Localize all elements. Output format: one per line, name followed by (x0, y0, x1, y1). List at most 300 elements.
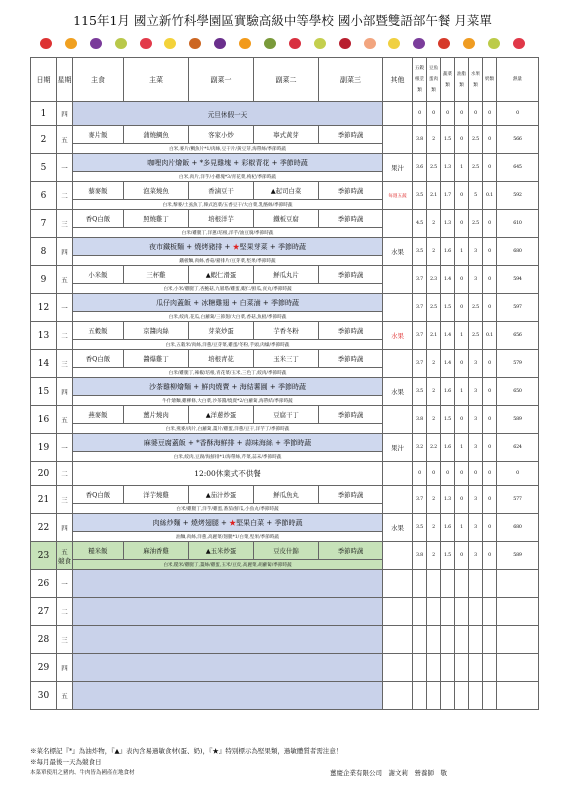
nutrition-value (427, 598, 441, 626)
day-number: 30 (31, 682, 57, 710)
dish-s3: 季節時蔬 (319, 126, 383, 144)
fruit-decoration (40, 38, 525, 50)
day-number: 8 (31, 238, 57, 266)
weekday (57, 626, 73, 654)
nutrition-value (483, 626, 497, 654)
nutrition-value (441, 598, 455, 626)
other-item (383, 126, 413, 154)
nutrition-value: 2.1 (427, 182, 441, 210)
nutrition-value: 3.5 (413, 514, 427, 542)
nutrition-value: 2.5 (469, 126, 483, 154)
weekday (57, 514, 73, 542)
ingredient-list: 白米/雞腿丁,洋蔥/培根,洋芋/油豆腐/季節時蔬 (73, 228, 383, 238)
other-item: 每週五蔬 (383, 182, 413, 210)
nutrition-value (441, 626, 455, 654)
menu-row (31, 570, 539, 598)
weekday-label: 三 (61, 220, 68, 228)
nutrition-value: 0 (497, 102, 539, 126)
dish-s1: 培根青花 (189, 350, 254, 368)
orange-icon (65, 38, 77, 49)
day-number: 27 (31, 598, 57, 626)
weekday-label: 三 (61, 360, 68, 368)
nutrition-value: 0 (427, 102, 441, 126)
menu-row (31, 406, 539, 424)
header-side3: 副菜三 (319, 58, 383, 102)
combo-meal: 瓜仔肉蓋飯 + 冰糖雞翅 + 白菜滷 + 季節時蔬 (73, 294, 383, 312)
menu-row (31, 462, 539, 486)
dish-s1: ▲洋蔥炒蛋 (189, 406, 254, 424)
nutrition-value (413, 626, 427, 654)
dish-s2: 鮮瓜魚丸 (254, 486, 319, 504)
ingredient-list: 白米,糙米/雞腿丁,薑絲/雞蛋,玉米/豆皮,高麗菜,胡蘿蔔/季節時蔬 (73, 560, 383, 570)
other-cell (383, 462, 413, 486)
nutrition-value (455, 626, 469, 654)
nutrition-value: 0 (441, 462, 455, 486)
nutrition-value (427, 682, 441, 710)
header-vegetable: 蔬菜類 (441, 58, 455, 102)
dish-main: 京醬肉絲 (124, 322, 189, 340)
nutrition-value: 2.5 (469, 210, 483, 238)
nutrition-value (455, 654, 469, 682)
dish-s3: 季節時蔬 (319, 182, 383, 200)
combo-meal: 咖哩肉片燴飯 + *多見雞塊 + 彩椒青花 + 季節時蔬 (73, 154, 383, 172)
combo-meal: 肉絲炒麵 + 燒烤翅腿 + ★堅果白菜 + 季節時蔬 (73, 514, 383, 532)
nutrition-value: 0 (455, 210, 469, 238)
other-cell (383, 626, 413, 654)
nutrition-value: 3.7 (413, 322, 427, 350)
weekday (57, 682, 73, 710)
dish-s2: 寧式黃芽 (254, 126, 319, 144)
nut-star-icon: ★ (229, 518, 237, 527)
nutrition-value: 2 (427, 514, 441, 542)
nutrition-value: 2.1 (427, 322, 441, 350)
dish-s3: 季節時蔬 (319, 266, 383, 284)
nutrition-value: 3.8 (413, 542, 427, 570)
nutrition-value: 589 (497, 406, 539, 434)
dish-s2: 豆腐干丁 (254, 406, 319, 424)
orange-icon (239, 38, 251, 49)
dish-staple: 麥片飯 (73, 126, 124, 144)
dish-s3: 季節時蔬 (319, 210, 383, 228)
nutrition-value: 566 (497, 126, 539, 154)
grape-icon (214, 38, 226, 49)
nutrition-value: 0 (413, 102, 427, 126)
nutrition-value (427, 570, 441, 598)
header-staple: 主食 (73, 58, 124, 102)
nutrition-value: 0 (455, 266, 469, 294)
ingredient-list: 白米,藜麥/土虱魚丁,韓式泡菜/五香豆干/大白菜,乳酪絲/季節時蔬 (73, 200, 383, 210)
dish-s1: ▲茄汁炒蛋 (189, 486, 254, 504)
empty-menu-band (73, 570, 383, 598)
header-other: 其他 (383, 58, 413, 102)
nutrition-value: 624 (497, 434, 539, 462)
ingredient-list: 白米/雞腿丁,洋芋/雞蛋,番茄/鮮瓜,小魚丸/季節時蔬 (73, 504, 383, 514)
nutrition-value: 0 (497, 462, 539, 486)
nutrition-value: 0 (455, 294, 469, 322)
nutrition-value: 1.3 (441, 210, 455, 238)
nutrition-value (469, 570, 483, 598)
nutrition-value (483, 570, 497, 598)
nutrition-value: 579 (497, 350, 539, 378)
other-item (383, 210, 413, 238)
nutrition-value (441, 570, 455, 598)
nutrition-value: 1 (455, 238, 469, 266)
header-side2: 副菜二 (254, 58, 319, 102)
allergy-note: ※菜名標記『*』為油炸物，『▲』表內含易過敏食材(蛋、奶)，『★』特別標示為堅果類，過敏體質者需注意！ (30, 747, 343, 755)
other-cell (383, 102, 413, 126)
nutrition-value (455, 682, 469, 710)
apple-icon (40, 38, 52, 49)
empty-menu-band (73, 626, 383, 654)
empty-menu-band (73, 654, 383, 682)
nutrition-value: 3.2 (413, 434, 427, 462)
nutrition-value: 597 (497, 294, 539, 322)
weekday-label: 五 (61, 416, 68, 424)
empty-menu-band (73, 598, 383, 626)
day-number: 14 (31, 350, 57, 378)
nutrition-value (483, 598, 497, 626)
dish-staple: 香Q白飯 (73, 486, 124, 504)
day-number: 15 (31, 378, 57, 406)
nutrition-value: 0 (455, 182, 469, 210)
weekday-label: 五 (61, 547, 68, 556)
menu-row (31, 350, 539, 368)
nutrition-value: 3 (469, 266, 483, 294)
other-item (383, 406, 413, 434)
ingredient-list: 白米,肉片,洋芋/小雞塊*3/青花菜,枸杞/季節時蔬 (73, 172, 383, 182)
dish-main: 照燒雞丁 (124, 210, 189, 228)
lemon-icon (164, 38, 176, 49)
strawberry-icon (140, 38, 152, 49)
menu-row (31, 542, 539, 560)
day-number: 21 (31, 486, 57, 514)
header-weekday: 星期 (57, 58, 73, 102)
dish-staple: 糙米飯 (73, 542, 124, 560)
dish-staple: 燕麥飯 (73, 406, 124, 424)
header-main: 主菜 (124, 58, 189, 102)
nutrition-value: 2 (427, 210, 441, 238)
nutrition-value: 2 (427, 406, 441, 434)
nutrition-value: 0 (413, 462, 427, 486)
other-item (383, 486, 413, 514)
tasting-day-note: ※每月最後一天為競食日 (30, 758, 102, 766)
apple-icon (189, 38, 201, 49)
strawberry-icon (289, 38, 301, 49)
nutrition-value (441, 654, 455, 682)
weekday (57, 654, 73, 682)
nutrition-value: 3 (469, 434, 483, 462)
weekday (57, 210, 73, 238)
ingredient-list: 白米/雞腿丁,辣椒/培根,青花菜/玉米,三色丁,絞肉/季節時蔬 (73, 368, 383, 378)
ingredient-list: 白米,絞肉,花瓜,白蘿蔔/三節翅/大白菜,香菇,魚板/季節時蔬 (73, 312, 383, 322)
nutrition-value: 3.7 (413, 294, 427, 322)
nutrition-value: 1.4 (441, 322, 455, 350)
nutrition-value: 3 (469, 238, 483, 266)
nutrition-value: 0 (455, 406, 469, 434)
weekday-label: 五 (61, 276, 68, 284)
day-number: 2 (31, 126, 57, 154)
nutrition-value: 3 (469, 542, 483, 570)
menu-row (31, 294, 539, 312)
weekday-label: 四 (61, 524, 68, 532)
nutrition-value: 0 (483, 350, 497, 378)
menu-row (31, 682, 539, 710)
nutrition-value: 1.5 (441, 542, 455, 570)
dish-s1: 香滷豆干 (189, 182, 254, 200)
nutrition-value: 0 (483, 542, 497, 570)
weekday-label: 四 (61, 388, 68, 396)
day-number: 12 (31, 294, 57, 322)
weekday (57, 322, 73, 350)
nutrition-value: 0 (483, 486, 497, 514)
nutrition-value: 3.7 (413, 486, 427, 514)
nutrition-value (469, 598, 483, 626)
holiday-text: 12:00休業式不供餐 (73, 462, 383, 486)
dish-s1: ▲蝦仁滑蛋 (189, 266, 254, 284)
weekday (57, 486, 73, 514)
nutrition-value (413, 682, 427, 710)
nutrition-value: 2 (427, 542, 441, 570)
nutrition-value (413, 654, 427, 682)
nutrition-value: 3 (469, 486, 483, 514)
menu-table-wrapper (30, 57, 538, 710)
day-number: 5 (31, 154, 57, 182)
menu-row (31, 238, 539, 256)
dish-s2: ▲起司白菜 (254, 182, 319, 200)
nutrition-value: 2.5 (427, 294, 441, 322)
other-item (383, 542, 413, 570)
other-item (383, 294, 413, 322)
nutrition-value: 3 (469, 350, 483, 378)
other-item (383, 266, 413, 294)
other-item: 水果 (383, 238, 413, 266)
nutrition-value: 1.6 (441, 434, 455, 462)
weekday-label: 三 (61, 636, 68, 644)
dish-s2: 鮮瓜丸片 (254, 266, 319, 284)
cherry-icon (339, 38, 351, 49)
nutrition-value: 0 (483, 154, 497, 182)
ingredient-list: 白米,絞肉,豆腐/海鮮排*1/海帶絲,芹菜,蒜末/季節時蔬 (73, 452, 383, 462)
nut-star-icon: ★ (232, 242, 240, 251)
dish-staple: 香Q白飯 (73, 350, 124, 368)
nutrition-value: 0 (483, 406, 497, 434)
weekday (57, 462, 73, 486)
other-cell (383, 570, 413, 598)
weekday (57, 154, 73, 182)
nutrition-value (455, 598, 469, 626)
nutrition-value (441, 682, 455, 710)
grape-icon (413, 38, 425, 49)
nutrition-value (469, 682, 483, 710)
nutrition-value: 1.3 (441, 486, 455, 514)
nutrition-value: 0 (455, 350, 469, 378)
nutrition-value (483, 682, 497, 710)
weekday (57, 294, 73, 322)
weekday-label: 二 (61, 470, 68, 478)
weekday (57, 266, 73, 294)
orange-icon (463, 38, 475, 49)
day-number: 20 (31, 462, 57, 486)
holiday-text: 元旦休假一天 (73, 102, 383, 126)
menu-row (31, 126, 539, 144)
dish-main: 三杯雞 (124, 266, 189, 284)
nutrition-value: 0 (483, 434, 497, 462)
menu-row (31, 322, 539, 340)
ingredient-list: 白米,麥片/鯛魚片*1/肉絲,豆干片/黃豆芽,海帶絲/季節時蔬 (73, 144, 383, 154)
dish-s1: 芽菜炒蛋 (189, 322, 254, 340)
apple-icon (438, 38, 450, 49)
nutrition-value: 3.7 (413, 266, 427, 294)
nutrition-value: 0 (483, 238, 497, 266)
header-dairy: 奶類 (483, 58, 497, 102)
nutrition-value: 0 (483, 514, 497, 542)
nutrition-value: 0 (427, 462, 441, 486)
nutrition-value: 0 (455, 486, 469, 514)
nutrition-value (469, 654, 483, 682)
dish-s3: 季節時蔬 (319, 350, 383, 368)
weekday-label: 一 (61, 164, 68, 172)
other-cell (383, 654, 413, 682)
nutrition-value (413, 598, 427, 626)
nutrition-value: 3.8 (413, 126, 427, 154)
header-fat: 油脂類 (455, 58, 469, 102)
nutrition-value: 1.4 (441, 266, 455, 294)
ingredient-list: 白米,小米/雞腿丁,杏鮑菇,九層塔/雞蛋,蝦仁/鮮瓜,貢丸/季節時蔬 (73, 284, 383, 294)
nutrition-value (497, 598, 539, 626)
nutrition-value: 2 (427, 238, 441, 266)
weekday-label: 五 (61, 692, 68, 700)
dish-main: 醬爆雞丁 (124, 350, 189, 368)
nutrition-value: 680 (497, 238, 539, 266)
nutrition-value: 1 (455, 378, 469, 406)
nutrition-value: 3 (469, 406, 483, 434)
weekday-label: 三 (61, 496, 68, 504)
weekday-label: 二 (61, 332, 68, 340)
weekday (57, 598, 73, 626)
day-number: 13 (31, 322, 57, 350)
strawberry-icon (513, 38, 525, 49)
day-number: 9 (31, 266, 57, 294)
menu-row (31, 266, 539, 284)
combo-meal: 夜市鐵板麵 + 燒烤豬排 + ★堅果芽菜 + 季節時蔬 (73, 238, 383, 256)
nutrition-value: 2 (427, 486, 441, 514)
other-item: 果汁 (383, 434, 413, 462)
weekday-label: 五 (61, 136, 68, 144)
dish-staple: 藜麥飯 (73, 182, 124, 200)
day-number: 26 (31, 570, 57, 598)
nutrition-value: 3 (469, 378, 483, 406)
header-row (31, 58, 539, 102)
nutrition-value: 1 (455, 154, 469, 182)
dish-s2: 芋香冬粉 (254, 322, 319, 340)
dish-main: 薑片燒肉 (124, 406, 189, 424)
nutrition-value (497, 682, 539, 710)
header-fruit: 水果類 (469, 58, 483, 102)
nutrition-value: 0 (455, 462, 469, 486)
weekday-label: 四 (61, 664, 68, 672)
nutrition-value: 1.5 (441, 294, 455, 322)
meat-origin-note: 本菜單使用之豬肉、牛肉皆為國產在地食材 (30, 770, 135, 776)
pear-icon (314, 38, 326, 49)
day-number: 7 (31, 210, 57, 238)
nutrition-value: 1 (455, 514, 469, 542)
weekday (57, 102, 73, 126)
dish-s2: 玉米三丁 (254, 350, 319, 368)
menu-row (31, 434, 539, 452)
nutrition-value: 1.5 (441, 406, 455, 434)
day-number: 19 (31, 434, 57, 462)
menu-row (31, 210, 539, 228)
menu-table (30, 57, 539, 710)
header-date: 日期 (31, 58, 57, 102)
nutrition-value (455, 570, 469, 598)
nutrition-value: 0.1 (483, 322, 497, 350)
day-number: 23 (31, 542, 57, 570)
weekday (57, 378, 73, 406)
other-item: 水果 (383, 378, 413, 406)
empty-menu-band (73, 682, 383, 710)
nutrition-value: 2.2 (427, 434, 441, 462)
nutrition-value: 2.5 (427, 154, 441, 182)
day-number: 28 (31, 626, 57, 654)
ingredient-list: 白米,五穀米/肉絲,洋蔥/豆芽菜,雞蛋/冬粉,芋頭,肉燥/季節時蔬 (73, 340, 383, 350)
grape-icon (90, 38, 102, 49)
other-item: 水果 (383, 514, 413, 542)
ingredient-list: 白米,燕麥/肉片,白蘿蔔,薑片/雞蛋,洋蔥/豆干,洋芋丁/季節時蔬 (73, 424, 383, 434)
combo-meal: 麻婆豆腐蓋飯 + *香酥海鮮排 + 蒜味海絲 + 季節時蔬 (73, 434, 383, 452)
nutrition-value: 1.6 (441, 514, 455, 542)
dish-staple: 小米飯 (73, 266, 124, 284)
dish-s3: 季節時蔬 (319, 542, 383, 560)
nutrition-value (483, 654, 497, 682)
nutrition-value: 0 (441, 102, 455, 126)
weekday-label: 四 (61, 110, 68, 118)
nutrition-value: 0 (455, 102, 469, 126)
dish-s3: 季節時蔬 (319, 406, 383, 424)
other-item: 水果 (383, 322, 413, 350)
nutrition-value: 680 (497, 514, 539, 542)
pear-icon (115, 38, 127, 49)
nutrition-value: 5 (469, 182, 483, 210)
nutrition-value: 0 (483, 378, 497, 406)
nutrition-value: 0 (455, 126, 469, 154)
menu-row (31, 378, 539, 396)
other-cell (383, 682, 413, 710)
dish-main: 泡菜燒魚 (124, 182, 189, 200)
nutrition-value: 0.1 (483, 182, 497, 210)
nutrition-value: 0 (469, 102, 483, 126)
weekday-label: 一 (61, 580, 68, 588)
weekday (57, 434, 73, 462)
nutrition-value (413, 570, 427, 598)
nutrition-value: 2.5 (469, 154, 483, 182)
nutrition-value: 2 (427, 378, 441, 406)
weekday (57, 182, 73, 210)
menu-row (31, 598, 539, 626)
day-number: 22 (31, 514, 57, 542)
header-calories: 熱量 (497, 58, 539, 102)
weekday-label: 一 (61, 444, 68, 452)
dish-s3: 季節時蔬 (319, 486, 383, 504)
nutrition-value: 3.5 (413, 182, 427, 210)
day-number: 29 (31, 654, 57, 682)
dish-main: 麻油香雞 (124, 542, 189, 560)
nutrition-value: 3.8 (413, 406, 427, 434)
lemon-icon (388, 38, 400, 49)
nutrition-value: 1.7 (441, 182, 455, 210)
nutrition-value: 1.3 (441, 154, 455, 182)
pear-icon (488, 38, 500, 49)
